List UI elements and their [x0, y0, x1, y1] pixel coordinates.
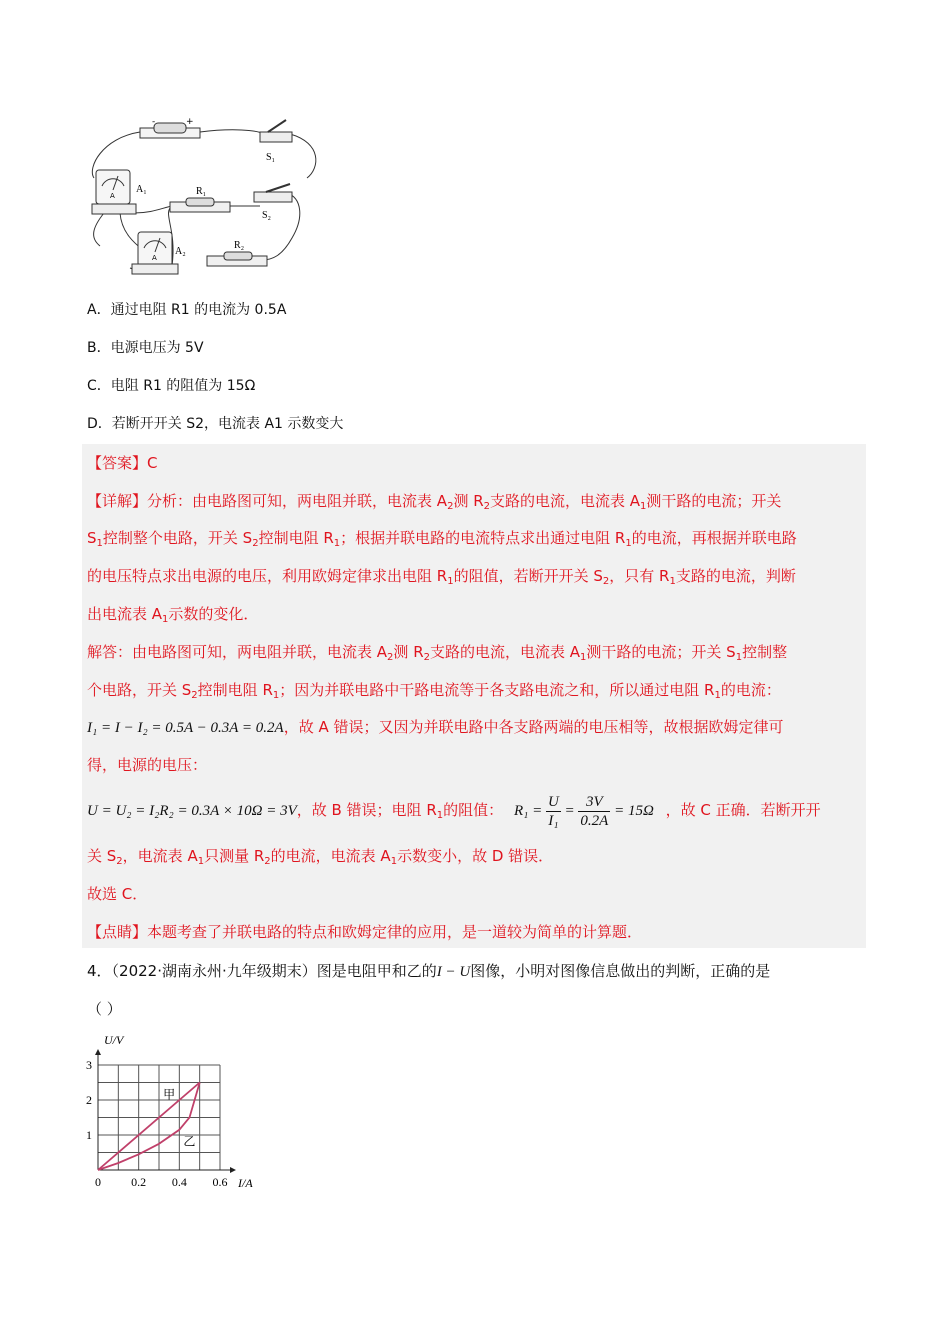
text: 的阻值： — [443, 801, 504, 819]
iu-symbol: I − U — [436, 964, 471, 980]
text: 支路的电流，判断 — [675, 567, 796, 585]
x-tick-label: 0.6 — [212, 1175, 228, 1189]
chart-series — [98, 1083, 200, 1171]
text: 3V — [578, 793, 610, 812]
x-tick-label: 0.4 — [171, 1175, 187, 1189]
ammeter-a1 — [92, 170, 147, 214]
text: 解答：由电路图可知，两电阻并联，电流表 A — [87, 643, 388, 661]
y-axis-label: U/V — [104, 1033, 124, 1047]
x-tick-label: 0.2 — [131, 1175, 147, 1189]
battery — [140, 118, 200, 138]
text: R₁ = — [513, 803, 543, 819]
text: 控制整个电路，开关 S — [102, 529, 253, 547]
y-axis-arrow — [95, 1049, 101, 1055]
text: 示数变小，故 D 错误． — [397, 847, 554, 865]
ammeter-a2 — [132, 232, 186, 274]
fraction-3v-02a — [578, 793, 610, 830]
detail-line-10: 关 $S_2$，电流表 $A_1$只测量 $R_2$的电流，电流表 $A_1$示数变小，故 D 错误． — [87, 847, 554, 867]
text: 的电压特点求出电源的电压，利用欧姆定律求出电阻 R — [87, 567, 448, 585]
text: 控制电阻 R — [258, 529, 334, 547]
text: U — [547, 794, 559, 811]
text: ，电流表 A — [122, 847, 198, 865]
resistor-r2 — [207, 240, 267, 266]
detail-line-2: $S_1$控制整个电路，开关 $S_2$控制电阻 $R_1$；根据并联电路的电流特点求出通过电阻 $R_1$的电流，再根据并联电路 — [87, 529, 797, 549]
equation-i1: I₁ = I − I₂ = 0.5A − 0.3A = 0.2A — [87, 720, 284, 736]
text: 支路的电流，电流表 A — [430, 643, 581, 661]
label-s2: S₂ — [262, 210, 272, 221]
fraction-u-i1 — [546, 793, 561, 830]
text: ，故 C 正确．若断开开 — [665, 801, 821, 819]
detail-line-3: 的电压特点求出电源的电压，利用欧姆定律求出电阻 $R_1$的阻值，若断开开关 $S_2$，只有 $R_1$支路的电流，判断 — [87, 567, 796, 587]
text: ；因为并联电路中干路电流等于各支路电流之和，所以通过电阻 R — [279, 681, 715, 699]
meter-a2-face: A — [152, 254, 157, 262]
label-s1: S₁ — [266, 152, 276, 163]
text: 图像，小明对图像信息做出的判断，正确的是 — [470, 962, 771, 980]
text: 测干路的电流；开关 — [646, 492, 782, 510]
resistor-r1 — [170, 186, 230, 212]
text: 个电路，开关 S — [87, 681, 192, 699]
detail-line-1: 【详解】分析：由电路图可知，两电阻并联，电流表 $A_2$测 $R_2$支路的电流，电流表 $A_1$测干路的电流；开关 — [87, 492, 782, 512]
text: 的电流： — [720, 681, 781, 699]
text: = 15Ω — [614, 803, 654, 819]
answer-value: C — [147, 454, 158, 472]
text: I₁ — [548, 813, 559, 830]
comment-text: 本题考查了并联电路的特点和欧姆定律的应用，是一道较为简单的计算题． — [147, 923, 643, 941]
answer-line — [87, 452, 158, 474]
text: 只测量 R — [204, 847, 265, 865]
text: 测干路的电流；开关 S — [586, 643, 736, 661]
label-r2: R₂ — [234, 240, 245, 251]
text: S — [87, 529, 97, 547]
text: 出电流表 A — [87, 605, 163, 623]
text: 故选 C． — [87, 885, 148, 903]
switch-s1 — [260, 120, 292, 163]
text: 示数的变化． — [168, 605, 259, 623]
comment-tag: 【点睛】 — [87, 923, 148, 941]
meter-a1-face: A — [110, 192, 115, 200]
label-r1: R₁ — [196, 186, 207, 197]
x-tick-label: 0 — [95, 1175, 101, 1189]
x-axis-arrow — [230, 1167, 236, 1173]
iu-chart — [82, 1030, 272, 1200]
text: 0.2A — [580, 813, 609, 830]
series-line-jia — [98, 1083, 200, 1171]
detail-line-4: 出电流表 $A_1$示数的变化． — [87, 605, 259, 625]
text: ；根据并联电路的电流特点求出通过电阻 R — [340, 529, 626, 547]
y-tick-label: 1 — [86, 1128, 92, 1142]
chart-ticks — [86, 1058, 228, 1189]
text: ，只有 R — [609, 567, 670, 585]
text: 测 R — [393, 643, 424, 661]
circuit-diagram — [82, 118, 322, 288]
text: ，故 B 错误；电阻 R — [296, 801, 437, 819]
equation-r1: R₁ = $\frac{U}{\text{I₁}}$ = $\frac{3V}{0.2A}$ = 15Ω — [513, 794, 654, 830]
text: ，故 A 错误；又因为并联电路中各支路两端的电压相等，故根据欧姆定律可 — [283, 718, 784, 736]
text: 4．（2022·湖南永州·九年级期末）图是电阻甲和乙的 — [87, 962, 437, 980]
detail-line-7 — [87, 716, 784, 739]
switch-s2 — [254, 184, 292, 221]
x-axis-label: I/A — [238, 1176, 253, 1190]
option-b: B．电源电压为 5V — [87, 340, 204, 356]
text: 分析：由电路图可知，两电阻并联，电流表 A — [147, 492, 448, 510]
text: 得，电源的电压： — [87, 756, 208, 774]
battery-plus: + — [186, 118, 194, 127]
detail-line-11 — [87, 883, 147, 905]
detail-line-8 — [87, 754, 207, 776]
y-tick-label: 2 — [86, 1093, 92, 1107]
question-4-line-2: （ ） — [87, 1000, 122, 1018]
detail-line-6: 个电路，开关 $S_2$控制电阻 $R_1$；因为并联电路中干路电流等于各支路电流之和，所以通过电阻 $R_1$的电流： — [87, 681, 781, 701]
text: 的电流，电流表 A — [270, 847, 391, 865]
option-d: D．若断开开关 S2，电流表 A1 示数变大 — [87, 416, 344, 432]
answer-tag: 【答案】 — [87, 454, 148, 472]
comment-line — [87, 921, 642, 943]
y-tick-label: 3 — [86, 1058, 92, 1072]
equation-u: U = U₂ = I₂R₂ = 0.3A × 10Ω = 3V — [87, 803, 297, 819]
question-4-line-1 — [87, 960, 770, 983]
label-a2: A₂ — [175, 246, 186, 257]
option-a: A．通过电阻 R1 的电流为 0.5A — [87, 302, 287, 318]
detail-line-5: 解答：由电路图可知，两电阻并联，电流表 $A_2$测 $R_2$支路的电流，电流表 $A_1$测干路的电流；开关 $S_1$控制整 — [87, 643, 788, 663]
series-label-yi: 乙 — [183, 1134, 196, 1149]
option-c: C．电阻 R1 的阻值为 15Ω — [87, 378, 256, 394]
text: 关 S — [87, 847, 117, 865]
label-a1: A₁ — [136, 184, 147, 195]
text: 控制电阻 R — [197, 681, 273, 699]
text: 测 R — [453, 492, 484, 510]
detail-tag: 【详解】 — [87, 492, 148, 510]
text: 支路的电流，电流表 A — [490, 492, 641, 510]
battery-minus: - — [152, 118, 156, 127]
text: 控制整 — [742, 643, 788, 661]
text: 的阻值，若断开开关 S — [453, 567, 603, 585]
text: 的电流，再根据并联电路 — [631, 529, 797, 547]
detail-line-9: U = U₂ = I₂R₂ = 0.3A × 10Ω = 3V，故 B 错误；电阻 $R_1$的阻值： R₁ = $\frac{U}{\text{I₁}}$ = $\frac{3V}{0.2A}$ = 15Ω ，故 C 正确．若断开开 — [87, 794, 821, 830]
series-label-jia: 甲 — [163, 1087, 176, 1102]
